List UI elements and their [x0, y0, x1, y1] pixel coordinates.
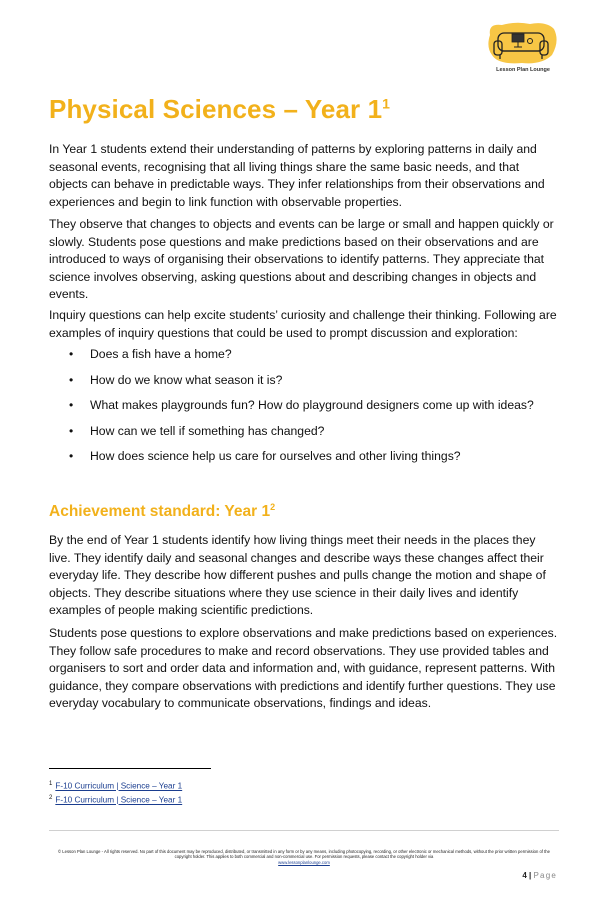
question-text: Does a fish have a home?	[90, 347, 232, 361]
bullet-icon: •	[69, 398, 74, 412]
achievement-heading	[49, 502, 275, 521]
achievement-paragraph-1: By the end of Year 1 students identify how living things meet their needs in the places they live. They identify daily and seasonal changes and describe ways these changes affect their everyday life. They describe how different pushes and pulls change the motion and shape of objects. They describe situations where they use science in their daily lives and identify examples of people making scientific predictions.	[49, 533, 546, 618]
intro-paragraph-2: They observe that changes to objects and events can be large or small and happen quickly or slowly. Students pose questions and make predictions based on their observations and are introduced to ways of organising their observations to identify patterns. They appreciate that science involves observing, asking questions about and describing changes in objects and events.	[49, 217, 554, 302]
achievement-paragraph-2: Students pose questions to explore observations and make predictions based on experiences. They follow safe procedures to make and record observations. They use provided tables and organisers to sort and order data and information and, with guidance, represent patterns. With guidance, they compare observations with predictions and identify further questions. They use everyday vocabulary to communicate observations, findings and ideas.	[49, 626, 558, 711]
achievement-footnote-ref[interactable]: 2	[270, 502, 276, 512]
page-number	[522, 871, 557, 880]
intro-paragraph-3: Inquiry questions can help excite students’ curiosity and challenge their thinking. Following are examples of inquiry questions that could be used to prompt discussion and exploration:	[49, 308, 557, 340]
bullet-icon: •	[69, 347, 74, 361]
logo-wordmark: Lesson Plan Lounge	[496, 67, 550, 73]
question-text: How do we know what season it is?	[90, 372, 283, 387]
inquiry-questions-list	[49, 346, 559, 474]
list-item	[49, 448, 559, 474]
bullet-icon: •	[69, 449, 74, 463]
footnote-1	[49, 779, 182, 792]
website-link[interactable]: www.lessonplanlounge.com	[278, 859, 330, 865]
lesson-plan-lounge-logo	[486, 21, 560, 77]
question-text: What makes playgrounds fun? How do playground designers come up with ideas?	[90, 398, 534, 412]
footnote-2	[49, 793, 182, 806]
question-text: How does science help us care for ourselves and other living things?	[90, 449, 461, 463]
page-title-text: Physical Sciences – Year 1	[49, 94, 383, 124]
bullet-icon: •	[69, 372, 74, 387]
page-number-value: 4	[522, 871, 527, 880]
footnote-number: 2	[49, 795, 53, 801]
footnote-link[interactable]: F-10 Curriculum | Science – Year 1	[55, 781, 183, 791]
page-title	[49, 94, 390, 125]
list-item	[49, 346, 559, 372]
footer-divider	[49, 830, 559, 831]
list-item	[49, 397, 559, 423]
sofa-logo-icon	[486, 21, 560, 69]
page-word: Page	[533, 871, 557, 880]
copyright-notice	[55, 849, 553, 865]
copyright-text: © Lesson Plan Lounge - All rights reserved. No part of this document may be reproduced, distributed, or transmitted in any form or by any means, including photocopying, recording, or other electronic or mechanical methods, without the prior written permission of the copyright holder. This applies to both commercial and non-commercial use. For permission requests, please contact the copyright holder via	[58, 849, 550, 860]
footnote-number: 1	[49, 781, 53, 787]
achievement-heading-text: Achievement standard: Year 1	[49, 503, 271, 521]
footnote-link[interactable]: F-10 Curriculum | Science – Year 1	[55, 795, 183, 805]
question-text: How can we tell if something has changed?	[90, 423, 325, 438]
list-item	[49, 372, 559, 398]
list-item	[49, 423, 559, 449]
page-separator: |	[529, 871, 532, 880]
bullet-icon: •	[69, 423, 74, 438]
title-footnote-ref[interactable]: 1	[382, 95, 391, 112]
intro-paragraph-1: In Year 1 students extend their understanding of patterns by exploring patterns in daily and seasonal events, recognising that all living things share the same basic needs, and that objects can behave in predictable ways. They infer relationships from their observations and experiences and begin to link function with observable properties.	[49, 142, 545, 209]
footnote-divider	[49, 768, 211, 769]
